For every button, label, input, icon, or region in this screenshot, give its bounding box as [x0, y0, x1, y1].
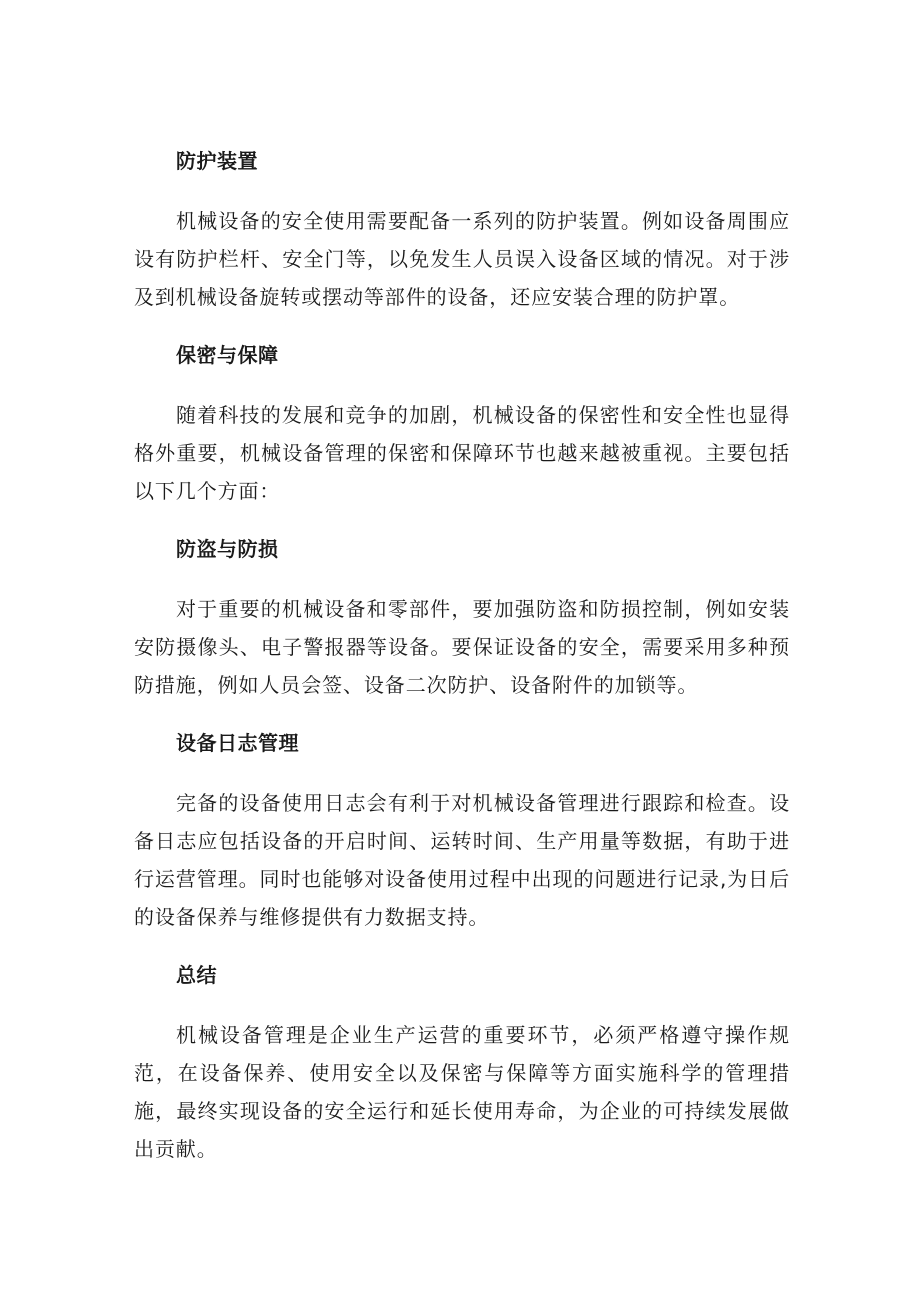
document-content — [134, 142, 790, 1168]
section-body-anti-theft: 对于重要的机械设备和零部件，要加强防盗和防损控制，例如安装安防摄像头、电子警报器等设备。要保证设备的安全，需要采用多种预防措施，例如人员会签、设备二次防护、设备附件的加锁等。 — [134, 597, 790, 697]
section-body-protective-devices: 机械设备的安全使用需要配备一系列的防护装置。例如设备周围应设有防护栏杆、安全门等，以免发生人员误入设备区域的情况。对于涉及到机械设备旋转或摆动等部件的设备，还应安装合理的防护罩。 — [134, 209, 790, 309]
section-body-confidentiality: 随着科技的发展和竞争的加剧，机械设备的保密性和安全性也显得格外重要，机械设备管理的保密和保障环节也越来越被重视。主要包括以下几个方面： — [134, 403, 790, 503]
section-heading-protective-devices: 防护装置 — [176, 149, 258, 173]
section-body-summary: 机械设备管理是企业生产运营的重要环节，必须严格遵守操作规范，在设备保养、使用安全以及保密与保障等方面实施科学的管理措施，最终实现设备的安全运行和延长使用寿命，为企业的可持续发展做出贡献。 — [134, 1023, 790, 1161]
section-body-equipment-log: 完备的设备使用日志会有利于对机械设备管理进行跟踪和检查。设备日志应包括设备的开启时间、运转时间、生产用量等数据，有助于进行运营管理。同时也能够对设备使用过程中出现的问题进行记录,为日后的设备保养与维修提供有力数据支持。 — [134, 791, 790, 929]
section-heading-summary: 总结 — [176, 963, 217, 987]
section-heading-anti-theft: 防盗与防损 — [176, 537, 279, 561]
section-heading-confidentiality: 保密与保障 — [176, 343, 279, 367]
section-heading-equipment-log: 设备日志管理 — [176, 731, 299, 755]
